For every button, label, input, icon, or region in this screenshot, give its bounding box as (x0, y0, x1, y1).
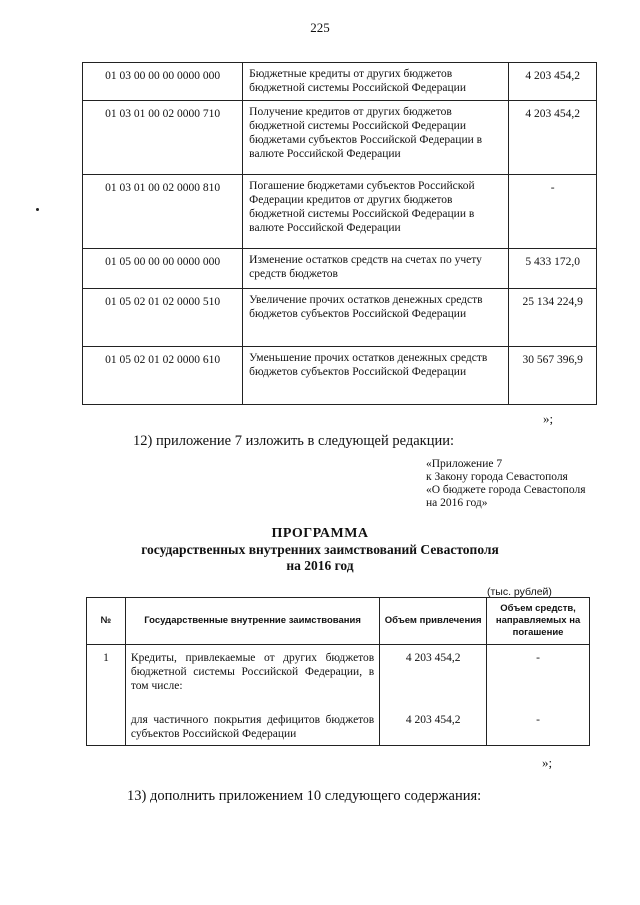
budget-code: 01 05 02 01 02 0000 610 (83, 347, 243, 405)
row-sub-repayment: - (536, 714, 540, 726)
budget-code: 01 03 01 00 02 0000 710 (83, 101, 243, 175)
row-amount: 25 134 224,9 (509, 289, 597, 347)
table-header-row (87, 598, 590, 645)
row-repayment: - (536, 652, 540, 664)
program-title-block (0, 526, 640, 574)
budget-code: 01 05 02 01 02 0000 510 (83, 289, 243, 347)
appendix-ref-line-4: на 2016 год» (426, 497, 488, 509)
appendix-ref-line-3: «О бюджете города Севастополя (426, 484, 586, 496)
table-row (87, 645, 590, 746)
unit-label: (тыс. рублей) (487, 586, 552, 598)
header-repayment: Объем средств, направляемых на погашение (487, 598, 590, 645)
borrowings-table (86, 597, 590, 746)
row-name: Кредиты, привлекаемые от других бюджетов бюджетной системы Российской Федерации, в том числе: (130, 652, 375, 692)
row-description: Бюджетные кредиты от других бюджетов бюджетной системы Российской Федерации (243, 63, 509, 101)
item-12: 12) приложение 7 изложить в следующей редакции: (133, 433, 455, 449)
row-description: Погашение бюджетами субъектов Российской Федерации кредитов от других бюджетов бюджетной системы Российской Федерации в валюте Российской Федерации (243, 175, 509, 249)
appendix-ref-line-1: «Приложение 7 (426, 458, 503, 470)
row-description: Получение кредитов от других бюджетов бюджетной системы Российской Федерации бюджетами субъектов Российской Федерации в валюте Российской Федерации (243, 101, 509, 175)
row-num: 1 (87, 645, 126, 746)
page-number: 225 (310, 20, 330, 35)
budget-code: 01 03 01 00 02 0000 810 (83, 175, 243, 249)
table-row (83, 289, 597, 347)
program-title: ПРОГРАММА (271, 526, 369, 541)
sources-table (82, 62, 597, 405)
budget-code: 01 03 00 00 00 0000 000 (83, 63, 243, 101)
header-name: Государственные внутренние заимствования (125, 598, 379, 645)
header-amount: Объем привлечения (380, 598, 487, 645)
budget-code: 01 05 00 00 00 0000 000 (83, 249, 243, 289)
borrowings-end-quote: »; (542, 755, 553, 770)
sources-end-quote: »; (543, 411, 554, 426)
row-sub-amount: 4 203 454,2 (405, 714, 461, 726)
table-row (83, 101, 597, 175)
row-repayment-cell (487, 645, 590, 746)
row-amount: 4 203 454,2 (509, 63, 597, 101)
row-description: Уменьшение прочих остатков денежных средств бюджетов субъектов Российской Федерации (243, 347, 509, 405)
appendix-reference (426, 458, 586, 510)
header-num: № (87, 598, 126, 645)
row-amount: 4 203 454,2 (509, 101, 597, 175)
row-name-cell (125, 645, 379, 746)
table-row (83, 63, 597, 101)
scan-speck (36, 208, 39, 211)
item-13: 13) дополнить приложением 10 следующего содержания: (127, 788, 482, 804)
table-row (83, 175, 597, 249)
row-amount: - (509, 175, 597, 249)
row-description: Увеличение прочих остатков денежных средств бюджетов субъектов Российской Федерации (243, 289, 509, 347)
table-row (83, 249, 597, 289)
row-amount: 5 433 172,0 (509, 249, 597, 289)
row-amount-cell (380, 645, 487, 746)
program-subtitle: государственных внутренних заимствований Севастополя (141, 542, 499, 557)
row-sub-name: для частичного покрытия дефицитов бюджетов субъектов Российской Федерации (130, 714, 375, 740)
row-amount: 30 567 396,9 (509, 347, 597, 405)
program-year: на 2016 год (286, 558, 354, 573)
table-row (83, 347, 597, 405)
row-description: Изменение остатков средств на счетах по учету средств бюджетов (243, 249, 509, 289)
appendix-ref-line-2: к Закону города Севастополя (426, 471, 568, 483)
row-amount: 4 203 454,2 (405, 652, 461, 664)
